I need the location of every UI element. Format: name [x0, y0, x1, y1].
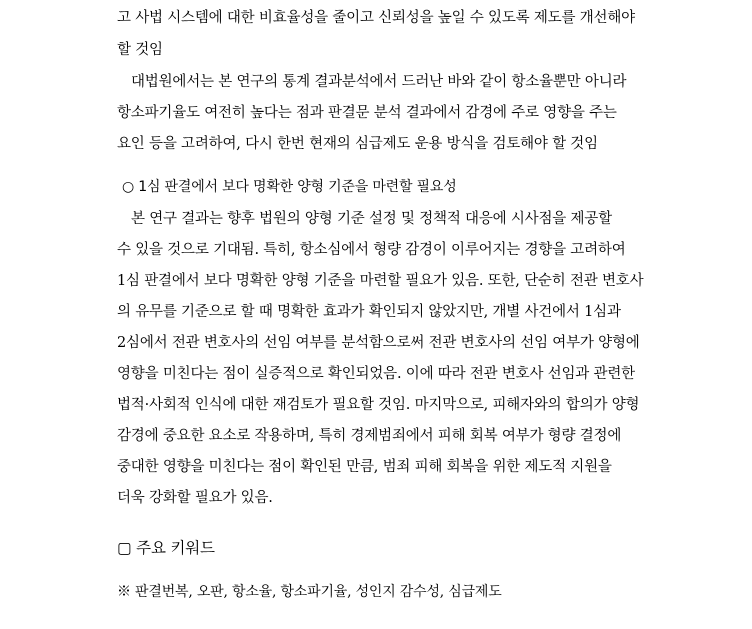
- keywords-heading: ▢ 주요 키워드: [117, 539, 215, 557]
- paragraph3-line-5: 2심에서 전관 변호사의 선임 여부를 분석함으로써 전관 변호사의 선임 여부가 양형에: [117, 335, 640, 351]
- paragraph3-line-6: 영향을 미친다는 점이 실증적으로 확인되었음. 이에 따라 전관 변호사 선임과 관련한: [117, 366, 635, 382]
- paragraph3-line-9: 중대한 영향을 미친다는 점이 확인된 만큼, 범죄 피해 회복을 위한 제도적 지원을: [117, 459, 612, 475]
- paragraph2-line-2: 항소파기율도 여전히 높다는 점과 판결문 분석 결과에서 감경에 주로 영향을 주는: [117, 105, 617, 121]
- paragraph2-line-3: 요인 등을 고려하여, 다시 한번 현재의 심급제도 운용 방식을 검토해야 할 것임: [117, 136, 598, 152]
- paragraph3-line-7: 법적·사회적 인식에 대한 재검토가 필요할 것임. 마지막으로, 피해자와의 합의가 양형: [117, 397, 640, 413]
- paragraph1-line-2: 할 것임: [117, 42, 163, 58]
- paragraph2-line-1: 대법원에서는 본 연구의 통계 결과분석에서 드러난 바와 같이 항소율뿐만 아니라: [131, 74, 627, 90]
- paragraph3-line-4: 의 유무를 기준으로 할 때 명확한 효과가 확인되지 않았지만, 개별 사건에서 1심과: [117, 304, 621, 320]
- paragraph3-line-3: 1심 판결에서 보다 명확한 양형 기준을 마련할 필요가 있음. 또한, 단순히 전관 변호사: [117, 273, 644, 289]
- paragraph3-line-10: 더욱 강화할 필요가 있음.: [117, 490, 273, 506]
- paragraph3-line-8: 감경에 중요한 요소로 작용하며, 특히 경제범죄에서 피해 회복 여부가 형량 결정에: [117, 428, 622, 444]
- paragraph3-line-1: 본 연구 결과는 향후 법원의 양형 기준 설정 및 정책적 대응에 시사점을 제공할: [131, 211, 612, 227]
- subheading: ○ 1심 판결에서 보다 명확한 양형 기준을 마련할 필요성: [122, 179, 457, 195]
- paragraph3-line-2: 수 있을 것으로 기대됨. 특히, 항소심에서 형량 감경이 이루어지는 경향을 고려하여: [117, 242, 626, 258]
- keywords-text: ※ 판결번복, 오판, 항소율, 항소파기율, 성인지 감수성, 심급제도: [117, 584, 502, 600]
- paragraph1-line-1: 고 사법 시스템에 대한 비효율성을 줄이고 신뢰성을 높일 수 있도록 제도를 개선해야: [117, 10, 635, 26]
